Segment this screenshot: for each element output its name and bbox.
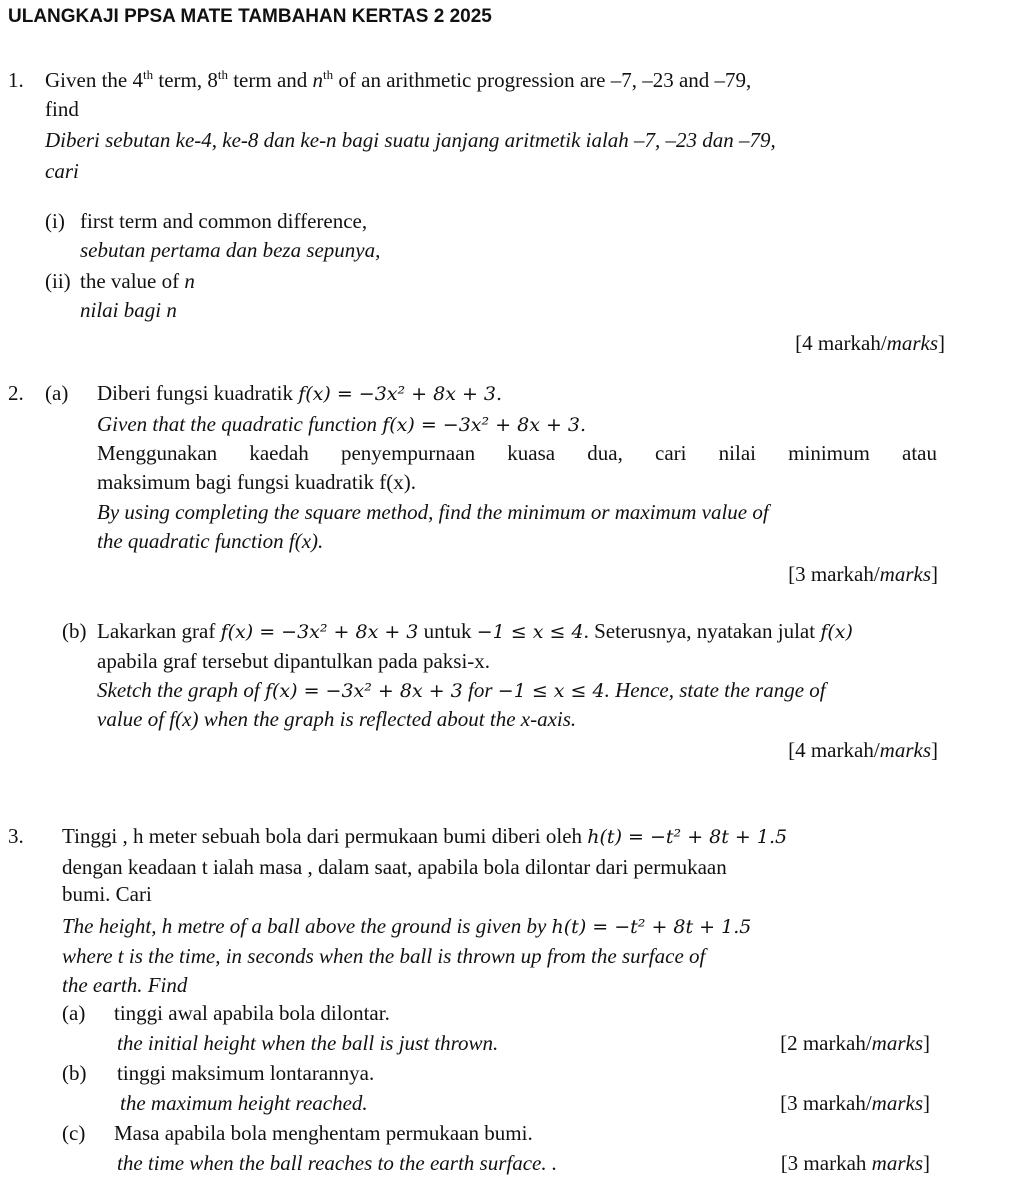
q3-malay-3: bumi. Cari [62,882,152,906]
q2b-english-1 [97,677,826,704]
q1-english-line [45,67,751,93]
marks-text: ] [923,1091,930,1115]
q2-number: 2. [8,381,24,405]
q3-function: h(t) = −t² + 8t + 1.5 [551,916,752,938]
q2b-function: f(x) = −3x² + 8x + 3 [220,621,419,643]
q2b-domain: −1 ≤ x ≤ 4 [497,680,605,702]
marks-text: ] [923,1151,930,1175]
q2b-text: for [462,678,498,702]
q1-text: of an arithmetic progression are –7, –23 and –79, [333,68,752,92]
marks-text: [3 markah/ [780,1091,872,1115]
q1-part-ii-english [80,268,195,294]
marks-text: ] [931,562,938,586]
q1-part-ii-malay: nilai bagi n [80,298,177,322]
marks-text: [4 markah/ [788,738,880,762]
q2a-english-1 [97,411,586,438]
q3a-english: the initial height when the ball is just thrown. [117,1031,499,1055]
q1-text: Given the 4 [45,68,143,92]
q3a-marks [780,1030,930,1056]
q1-text: term, 8 [153,68,218,92]
q3-english-1 [62,913,751,940]
marks-text: ] [931,738,938,762]
q1-ii-text: the value of [80,269,185,293]
q2b-function: f(x) = −3x² + 8x + 3 [264,680,463,702]
marks-text: ] [923,1031,930,1055]
marks-text: marks [871,1091,923,1115]
q1-part-i-english: first term and common difference, [80,209,368,233]
q1-part-i-malay: sebutan pertama dan beza sepunya, [80,238,381,262]
q2a-malay-1 [97,380,502,407]
q1-malay-line-2: cari [45,159,79,183]
marks-text: [3 markah [780,1151,872,1175]
marks-text: [4 markah/ [795,331,887,355]
q2a-english-3: the quadratic function f(x). [97,529,324,553]
q3b-english: the maximum height reached. [120,1091,368,1115]
q1-malay-line-1: Diberi sebutan ke-4, ke-8 dan ke-n bagi suatu janjang aritmetik ialah –7, –23 dan –79, [45,128,776,152]
q2b-malay-2: apabila graf tersebut dipantulkan pada paksi-x. [97,649,491,673]
q2a-function: f(x) = −3x² + 8x + 3. [382,414,587,436]
page-title: ULANGKAJI PPSA MATE TAMBAHAN KERTAS 2 2025 [8,6,492,27]
q1-part-ii-label: (ii) [45,269,71,293]
q3-english-3: the earth. Find [62,973,188,997]
marks-text: ] [938,331,945,355]
marks-text: [3 markah/ [788,562,880,586]
q2a-text: Given that the quadratic function [97,412,383,436]
q2b-text: Sketch the graph of [97,678,265,702]
q1-number: 1. [8,68,24,92]
q3c-marks [781,1150,930,1176]
q2b-malay-1 [97,618,853,645]
q3a-malay: tinggi awal apabila bola dilontar. [114,1001,390,1025]
q3-text: The height, h metre of a ball above the ground is given by [62,914,552,938]
q2a-function: f(x) = −3x² + 8x + 3. [298,383,503,405]
marks-text: marks [886,331,938,355]
q1-ii-var: n [184,269,195,293]
q2-part-b-label: (b) [62,619,87,643]
q3-function: h(t) = −t² + 8t + 1.5 [587,826,788,848]
q2a-marks [788,561,938,587]
q3-malay-2: dengan keadaan t ialah masa , dalam saat, apabila bola dilontar dari permukaan [62,855,727,879]
q1-sup: th [142,67,154,82]
q3-text: Tinggi , h meter sebuah bola dari permukaan bumi diberi oleh [62,824,588,848]
q3-part-b-label: (b) [62,1061,87,1085]
q2b-marks [788,737,938,763]
marks-text: marks [871,1031,923,1055]
q3b-marks [780,1090,930,1116]
q3-english-2: where t is the time, in seconds when the ball is thrown up from the surface of [62,944,706,968]
marks-text: [2 markah/ [780,1031,872,1055]
q1-text: term and [227,68,313,92]
q3-malay-1 [62,823,787,850]
q2a-malay-3: maksimum bagi fungsi kuadratik f(x). [97,470,417,494]
q3-number: 3. [8,824,24,848]
q3c-malay: Masa apabila bola menghentam permukaan bumi. [114,1121,533,1145]
q3c-english: the time when the ball reaches to the earth surface. . [117,1151,558,1175]
q2b-text: . Seterusnya, nyatakan julat [583,619,821,643]
q2-part-a-label: (a) [45,381,69,405]
q2b-text: Lakarkan graf [97,619,221,643]
q2a-text: Diberi fungsi kuadratik [97,381,299,405]
q3-part-a-label: (a) [62,1001,86,1025]
q3b-malay: tinggi maksimum lontarannya. [117,1061,375,1085]
q1-marks [795,330,945,356]
q2b-text: . Hence, state the range of [604,678,826,702]
marks-text: marks [871,1151,923,1175]
q1-sup: th [323,67,334,82]
q2a-malay-2: Menggunakan kaedah penyempurnaan kuasa dua, cari nilai minimum atau [97,441,937,465]
q2b-domain: −1 ≤ x ≤ 4 [476,621,584,643]
q1-part-i-label: (i) [45,209,65,233]
q3-part-c-label: (c) [62,1121,86,1145]
q2b-english-2: value of f(x) when the graph is reflected about the x-axis. [97,707,577,731]
q1-sup: th [217,67,228,82]
q1-var-n: n [312,68,324,92]
q2a-english-2: By using completing the square method, find the minimum or maximum value of [97,500,769,524]
q2b-fx: f(x) [820,621,853,643]
q2b-text: untuk [418,619,477,643]
marks-text: marks [879,562,931,586]
marks-text: marks [879,738,931,762]
q1-find: find [45,97,79,121]
